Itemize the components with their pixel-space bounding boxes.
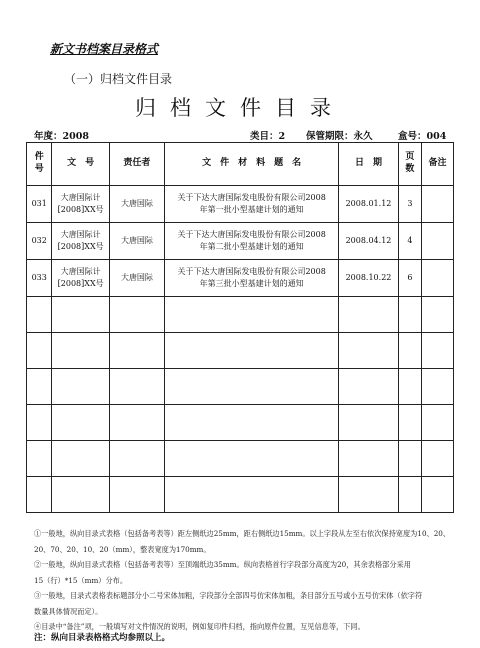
- section-heading: 新文书档案目录格式: [50, 42, 159, 56]
- remarks-cell: [422, 223, 454, 260]
- remarks-cell: [422, 186, 454, 223]
- table-row: [27, 260, 454, 297]
- note-line: 20、70、20、10、20（mm），整表宽度为170mm。: [34, 544, 211, 554]
- empty-table-row: [27, 333, 454, 369]
- empty-table-row: [27, 477, 454, 513]
- subsection-heading: （一）归档文件目录: [64, 72, 173, 86]
- title-cell: 关于下达大唐国际发电股份有限公司2008年第三批小型基建计划的通知: [165, 260, 339, 297]
- item-no-cell: 032: [27, 223, 52, 260]
- pages-cell: 6: [398, 260, 421, 297]
- responsible-cell: 大唐国际: [109, 260, 164, 297]
- empty-table-row: [27, 441, 454, 477]
- notes-section: [34, 526, 454, 635]
- item-no-cell: 033: [27, 260, 52, 297]
- year-field: 年度：2008: [34, 131, 89, 142]
- empty-table-row: [27, 369, 454, 405]
- remarks-cell: [422, 260, 454, 297]
- pages-cell: 3: [398, 186, 421, 223]
- category-field: 类目：2: [250, 131, 286, 142]
- note-line: ①一般地，纵向目录式表格（包括备考表等）距左侧纸边25mm，距右侧纸边15mm。以上字段从左至右依次保持宽度为10、20、: [34, 529, 451, 538]
- footer-note: 注：纵向目录表格格式均参照以上。: [34, 633, 171, 643]
- date-cell: 2008.04.12: [339, 223, 398, 260]
- col-header-doc-no: 文 号: [52, 143, 109, 186]
- col-header-title: 文 件 材 料 题 名: [165, 143, 339, 186]
- col-header-responsible: 责任者: [109, 143, 164, 186]
- table-row: [27, 186, 454, 223]
- empty-table-row: [27, 405, 454, 441]
- catalog-table: [26, 142, 454, 513]
- retention-field: 保管期限：永久: [306, 131, 373, 142]
- title-cell: 关于下达大唐国际发电股份有限公司2008年第二批小型基建计划的通知: [165, 223, 339, 260]
- col-header-remarks: 备注: [422, 143, 454, 186]
- date-cell: 2008.10.22: [339, 260, 398, 297]
- item-no-cell: 031: [27, 186, 52, 223]
- table-header-row: [27, 143, 454, 186]
- table-row: [27, 223, 454, 260]
- doc-no-cell: 大唐国际计[2008]XX号: [52, 260, 109, 297]
- note-line: 15（行）*15（mm）分布。: [34, 575, 128, 585]
- col-header-item-no: 件号: [27, 143, 52, 186]
- col-header-date: 日 期: [339, 143, 398, 186]
- pages-cell: 4: [398, 223, 421, 260]
- note-line: ④目录中“备注”项，一般填写对文件情况的说明，例如复印件归档，指向原件位置，互见信息等，下同。: [34, 622, 365, 631]
- box-number-field: 盒号：004: [398, 131, 447, 142]
- note-line: 数量具体情况而定）。: [34, 606, 103, 616]
- note-line: ②一般地，纵向目录式表格（包括备考表等）至顶端纸边35mm。纵向表格首行字段部分高度为20，其余表格部分采用: [34, 560, 411, 569]
- responsible-cell: 大唐国际: [109, 186, 164, 223]
- document-title: 归档文件目录: [135, 96, 345, 120]
- doc-no-cell: 大唐国际计[2008]XX号: [52, 186, 109, 223]
- note-line: ③一般地，目录式表格表标题部分小二号宋体加粗，字段部分全部四号仿宋体加粗，条目部分五号或小五号仿宋体（依字符: [34, 591, 423, 600]
- title-cell: 关于下达大唐国际发电股份有限公司2008年第一批小型基建计划的通知: [165, 186, 339, 223]
- doc-no-cell: 大唐国际计[2008]XX号: [52, 223, 109, 260]
- responsible-cell: 大唐国际: [109, 223, 164, 260]
- date-cell: 2008.01.12: [339, 186, 398, 223]
- empty-table-row: [27, 297, 454, 333]
- col-header-pages: 页数: [398, 143, 421, 186]
